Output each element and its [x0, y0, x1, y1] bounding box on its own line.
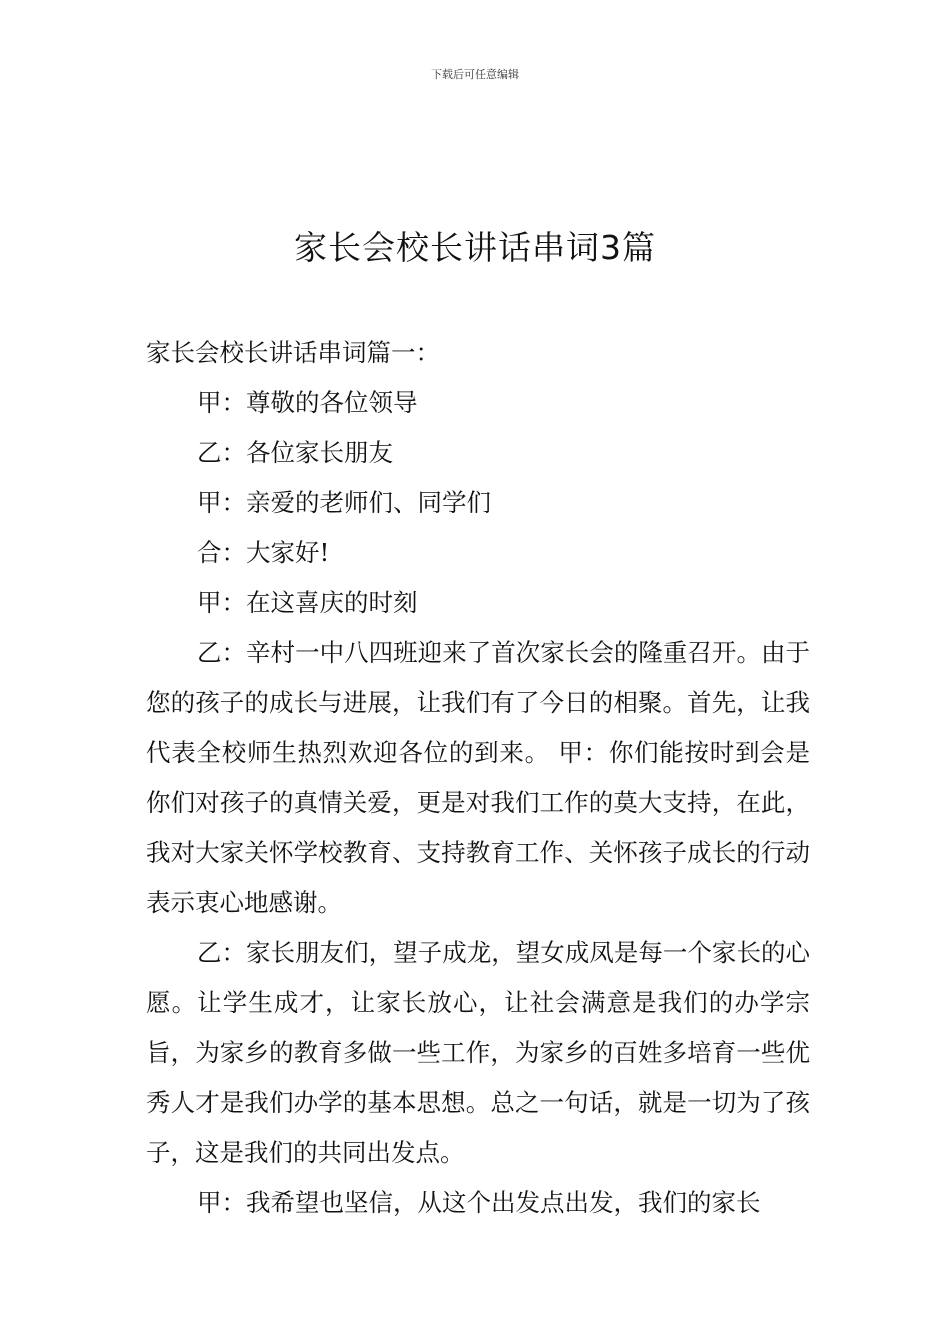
section-heading: 家长会校长讲话串词篇一：: [146, 338, 440, 367]
body-paragraph: 甲：我希望也坚信，从这个出发点出发，我们的家长: [197, 1188, 761, 1217]
document-title: 家长会校长讲话串词3篇: [294, 228, 656, 267]
page-header-note: 下载后可任意编辑: [431, 68, 519, 81]
dialogue-line: 甲：尊敬的各位领导: [197, 388, 418, 417]
body-paragraph: 乙：辛村一中八四班迎来了首次家长会的隆重召开。由于您的孩子的成长与进展，让我们有了今日的相聚。首先，让我代表全校师生热烈欢迎各位的到来。 甲：你们能按时到会是你们对孩子的真情关爱，更是对我们工作的莫大支持，在此，我对大家关怀学校教育、支持教育工作、关怀孩子成长的行动表示衷心地感谢。: [146, 638, 810, 917]
body-paragraph: 乙：家长朋友们，望子成龙，望女成凤是每一个家长的心愿。让学生成才，让家长放心，让社会满意是我们的办学宗旨，为家乡的教育多做一些工作，为家乡的百姓多培育一些优秀人才是我们办学的基本思想。总之一句话，就是一切为了孩子，这是我们的共同出发点。: [146, 938, 810, 1167]
dialogue-line: 甲：亲爱的老师们、同学们: [197, 488, 491, 517]
document-body: [146, 328, 810, 1228]
dialogue-line: 甲：在这喜庆的时刻: [197, 588, 418, 617]
dialogue-line: 合：大家好!: [197, 538, 330, 567]
dialogue-line: 乙：各位家长朋友: [197, 438, 393, 467]
